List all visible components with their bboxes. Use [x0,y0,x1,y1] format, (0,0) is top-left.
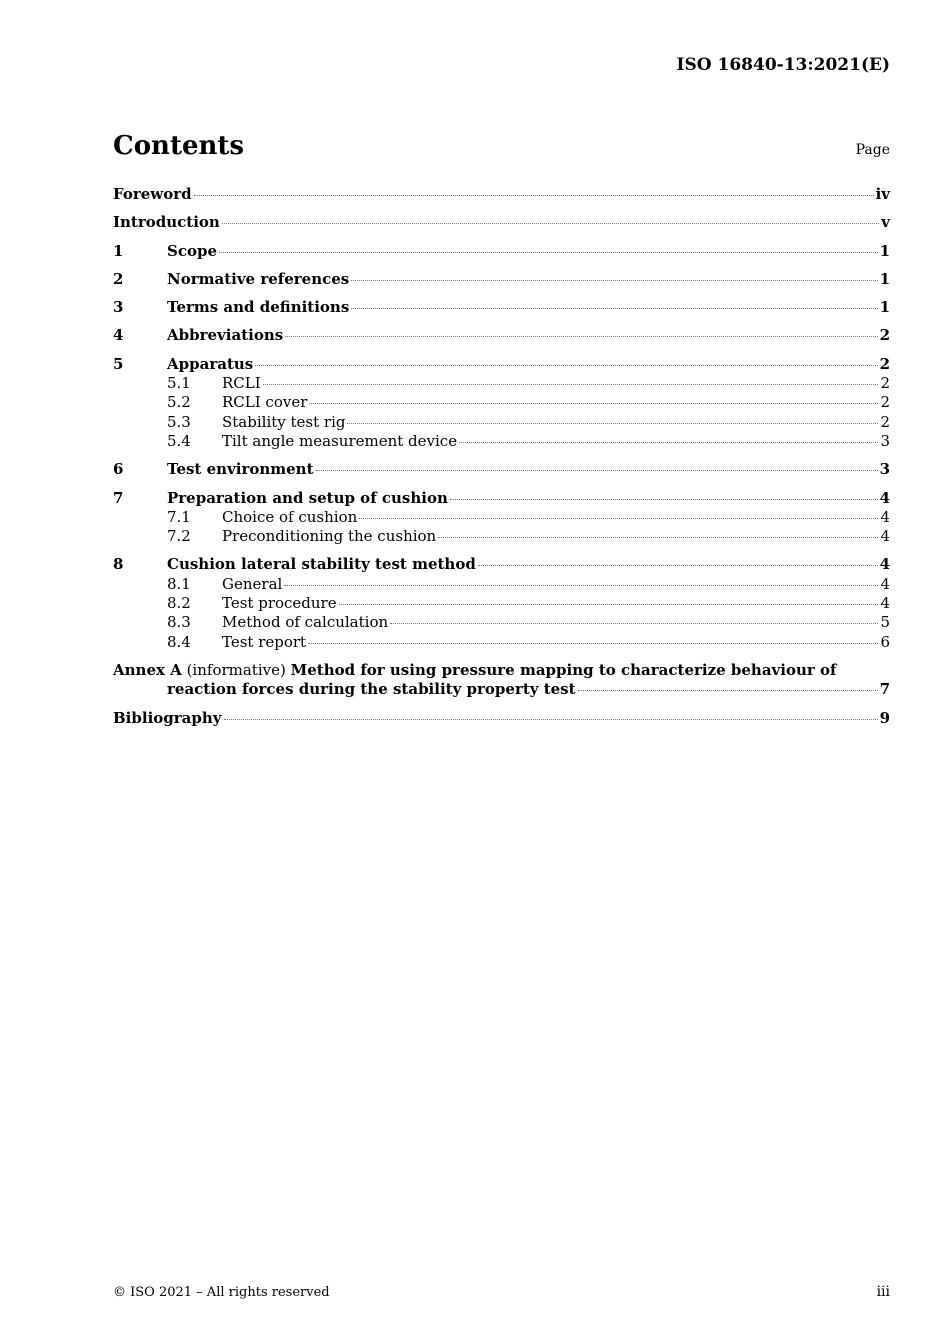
toc-title: Scope [167,241,218,260]
toc-title: Terms and definitions [167,298,350,317]
toc-page: 4 [879,555,890,574]
toc-title: Abbreviations [167,326,284,345]
copyright-notice: © ISO 2021 – All rights reserved [113,1285,330,1300]
toc-entry-2[interactable] [113,270,890,289]
toc-title: Preparation and setup of cushion [167,488,448,507]
toc-entry-5-4[interactable] [113,432,890,451]
toc-leader [578,690,878,691]
toc-leader [351,308,877,309]
toc-leader [459,442,878,443]
toc-entry-8[interactable] [113,555,890,574]
toc-leader [390,623,878,624]
toc-title: Stability test rig [222,412,346,431]
toc-entry-5-2[interactable] [113,393,890,412]
toc-entry-7-2[interactable] [113,527,890,546]
toc-leader [284,585,878,586]
toc-entry-5-3[interactable] [113,413,890,432]
toc-title: Tilt angle measurement device [222,431,458,450]
toc-number: 5.4 [167,431,191,450]
page-column-label: Page [855,142,890,158]
page-number: iii [876,1284,890,1300]
toc-number: 7 [113,488,124,507]
toc-title: Test procedure [222,594,337,613]
toc-page: iv [875,185,890,203]
toc-leader [222,223,879,224]
toc-number: 3 [113,298,124,317]
toc-page: v [881,213,890,232]
toc-title: Test environment [167,460,314,479]
toc-entry-8-4[interactable] [113,633,890,652]
toc-leader [219,252,878,253]
toc-leader [316,470,878,471]
annex-title-line1: Method for using pressure mapping to characterize behaviour of [290,660,837,679]
toc-leader [285,336,877,337]
toc-page: 2 [880,374,890,393]
toc-title: Test report [222,632,307,651]
toc-entry-8-1[interactable] [113,575,890,594]
toc-page: 5 [880,613,890,632]
toc-number: 8.2 [167,594,191,613]
toc-page: 7 [879,680,890,699]
toc-page: 2 [880,393,890,412]
toc-leader [339,604,879,605]
toc-entry-7[interactable] [113,489,890,508]
toc-leader [359,518,878,519]
toc-entry-annex-a[interactable] [113,661,890,700]
annex-heading-line1 [113,661,890,680]
toc-page: 1 [879,241,890,260]
toc-number: 7.2 [167,527,191,546]
toc-title: Normative references [167,269,350,288]
toc-number: 5.3 [167,412,191,431]
toc-entry-introduction[interactable] [113,213,890,232]
toc-page: 4 [880,527,890,546]
document-id: ISO 16840-13:2021(E) [676,55,890,75]
toc-number: 5 [113,354,124,373]
toc-leader [263,384,879,385]
toc-leader [194,195,874,196]
toc-leader [308,643,878,644]
toc-page: 4 [880,507,890,526]
toc-entry-6[interactable] [113,460,890,479]
toc-leader [438,537,878,538]
annex-title-line2: reaction forces during the stability property test [167,680,576,699]
toc-leader [255,365,877,366]
toc-entry-8-3[interactable] [113,613,890,632]
toc-title: Choice of cushion [222,507,358,526]
toc-leader [347,423,878,424]
toc-page: 4 [880,574,890,593]
toc-page: 4 [879,488,890,507]
toc-number: 5.2 [167,393,191,412]
toc-number: 7.1 [167,507,191,526]
toc-page: 9 [879,708,890,727]
toc-number: 8 [113,555,124,574]
toc-page: 1 [879,298,890,317]
toc-entry-3[interactable] [113,298,890,317]
toc-page: 2 [879,326,890,345]
toc-number: 1 [113,241,124,260]
toc-number: 8.4 [167,632,191,651]
toc-title: Bibliography [113,708,222,727]
toc-entry-8-2[interactable] [113,594,890,613]
toc-leader [351,280,877,281]
toc-title: Apparatus [167,354,254,373]
toc-page: 1 [879,269,890,288]
toc-entry-5[interactable] [113,355,890,374]
toc-page: 3 [880,431,890,450]
toc-entry-bibliography[interactable] [113,709,890,728]
toc-number: 4 [113,326,124,345]
toc-number: 2 [113,269,124,288]
annex-heading-line2 [113,680,890,699]
toc-number: 8.3 [167,613,191,632]
toc-title: Method of calculation [222,613,389,632]
toc-title: RCLI cover [222,393,308,412]
toc-page: 3 [879,460,890,479]
toc-leader [450,499,878,500]
contents-title: Contents [113,131,245,161]
toc-entry-foreword[interactable] [113,185,890,204]
toc-page: 2 [879,354,890,373]
toc-entry-5-1[interactable] [113,374,890,393]
toc-title: RCLI [222,374,261,393]
toc-page: 2 [880,412,890,431]
toc-leader [309,403,878,404]
annex-type: (informative) [186,660,286,679]
toc-number: 8.1 [167,574,191,593]
table-of-contents [113,185,890,728]
toc-number: 6 [113,460,124,479]
toc-title: Foreword [113,185,192,203]
toc-entry-7-1[interactable] [113,508,890,527]
toc-leader [224,719,878,720]
toc-title: Introduction [113,213,220,232]
toc-number: 5.1 [167,374,191,393]
toc-title: Cushion lateral stability test method [167,555,476,574]
toc-entry-4[interactable] [113,326,890,345]
toc-entry-1[interactable] [113,242,890,261]
toc-leader [478,565,878,566]
toc-page: 6 [880,632,890,651]
toc-title: Preconditioning the cushion [222,527,437,546]
toc-title: General [222,574,283,593]
annex-label: Annex A [113,660,182,679]
toc-page: 4 [880,594,890,613]
